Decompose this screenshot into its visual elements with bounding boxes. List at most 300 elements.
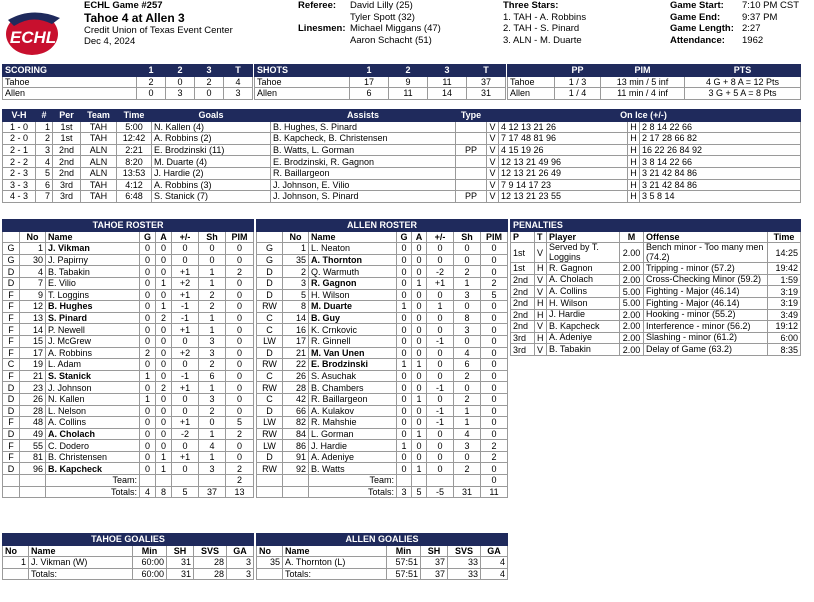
offense: Fighting - Major (46.14) <box>644 297 768 309</box>
col-header: Name <box>29 545 133 557</box>
cell: 57:51 <box>387 557 421 569</box>
col-header: Offense <box>644 231 768 243</box>
col-header: PP <box>555 65 601 77</box>
player-name: Q. Warmuth <box>309 266 397 278</box>
position: C <box>257 393 283 405</box>
player-row <box>257 324 508 336</box>
shots: 1 <box>199 382 226 394</box>
assists: J. Johnson, S. Pinard <box>271 191 456 203</box>
echl-logo <box>2 2 70 58</box>
goal-scorer: S. Stanick (7) <box>152 191 271 203</box>
jersey-number: 13 <box>20 312 46 324</box>
plus-minus: 0 <box>172 440 199 452</box>
three-stars <box>503 0 586 46</box>
assists: 0 <box>156 405 172 417</box>
col-header: GA <box>481 545 508 557</box>
plus-minus: +1 <box>172 266 199 278</box>
goal-type: PP <box>456 144 487 156</box>
col-header: 1 <box>350 65 389 77</box>
plus-minus: -2 <box>427 266 454 278</box>
offense: Interference - minor (56.2) <box>644 321 768 333</box>
referee-1: David Lilly (25) <box>350 0 413 11</box>
star-3: 3. ALN - M. Duarte <box>503 34 582 46</box>
assists: 0 <box>412 266 427 278</box>
goal-scorer: A. Robbins (3) <box>152 179 271 191</box>
shots: 4 <box>454 428 481 440</box>
time: 6:48 <box>117 191 152 203</box>
player-row <box>3 393 254 405</box>
side: H <box>628 144 640 156</box>
star-2: 2. TAH - S. Pinard <box>503 23 580 34</box>
penalty-row <box>511 274 801 286</box>
on-ice-home: 3 5 8 14 <box>640 191 801 203</box>
penalties-title: PENALTIES <box>511 220 801 232</box>
shots-header: SHOTS <box>255 65 350 77</box>
side: V <box>487 156 499 168</box>
on-ice-visitors: 12 13 21 23 55 <box>499 191 628 203</box>
col-header: No <box>3 545 29 557</box>
plus-minus: 0 <box>172 254 199 266</box>
tahoe-roster-table <box>2 219 254 498</box>
goal-scorer: A. Robbins (2) <box>152 133 271 145</box>
cell: 60:00 <box>133 568 167 580</box>
player-name: A. Robbins <box>46 347 140 359</box>
penalty-time: 8:35 <box>768 344 801 356</box>
pim: 0 <box>226 301 254 313</box>
pim: 0 <box>481 370 508 382</box>
offense: Hooking - minor (55.2) <box>644 309 768 321</box>
totals-row <box>257 486 508 498</box>
side: H <box>628 191 640 203</box>
player-name: B. Guy <box>309 312 397 324</box>
cell: 3 <box>227 568 254 580</box>
player-row <box>257 243 508 255</box>
jersey-number: 1 <box>20 243 46 255</box>
goal-scorer: J. Hardie (2) <box>152 167 271 179</box>
jersey-number: 23 <box>20 382 46 394</box>
pim: 0 <box>226 405 254 417</box>
goal-row <box>3 133 801 145</box>
period: 3rd <box>53 179 81 191</box>
goals: 0 <box>140 359 156 371</box>
game-length-label: Game Length: <box>670 23 734 34</box>
player-name: B. Hughes <box>46 301 140 313</box>
penalty-time: 19:12 <box>768 321 801 333</box>
linesman-2: Aaron Schacht (51) <box>350 34 432 46</box>
shots: 3 <box>454 440 481 452</box>
goals: 0 <box>397 417 412 429</box>
player-name: H. Wilson <box>309 289 397 301</box>
assists: 1 <box>156 277 172 289</box>
player-name: A. Adeniye <box>309 451 397 463</box>
period: 1st <box>53 121 81 133</box>
on-ice-home: 3 21 42 84 86 <box>640 167 801 179</box>
attendance-value: 1962 <box>742 34 764 46</box>
player-name: L. Adam <box>46 359 140 371</box>
pim: 2 <box>226 428 254 440</box>
plus-minus: +1 <box>172 324 199 336</box>
shots: 3 <box>199 335 226 347</box>
minutes: 2.00 <box>620 344 644 356</box>
jersey-number: 96 <box>20 463 46 475</box>
assists: 0 <box>156 370 172 382</box>
shots: 3 <box>454 289 481 301</box>
player-row <box>3 324 254 336</box>
time: 8:20 <box>117 156 152 168</box>
team-row <box>257 475 508 487</box>
position: D <box>3 277 20 289</box>
cell: 9 <box>389 76 428 88</box>
penalized-player: A. Cholach <box>547 274 620 286</box>
col-header: PIM <box>226 231 254 243</box>
pim: 0 <box>226 451 254 463</box>
jersey-number: 7 <box>20 277 46 289</box>
goals: 0 <box>397 243 412 255</box>
side: H <box>628 179 640 191</box>
pim: 0 <box>481 301 508 313</box>
time: 12:42 <box>117 133 152 145</box>
table-row <box>508 88 801 100</box>
plus-minus: -1 <box>427 335 454 347</box>
goals: 0 <box>397 277 412 289</box>
position: G <box>3 254 20 266</box>
pim: 0 <box>481 393 508 405</box>
col-header: 3 <box>195 65 224 77</box>
col-header: 2 <box>389 65 428 77</box>
shots: 1 <box>199 324 226 336</box>
side: H <box>628 121 640 133</box>
player-name: E. Vilio <box>46 277 140 289</box>
player-row <box>257 254 508 266</box>
jersey-number: 14 <box>20 324 46 336</box>
pim: 2 <box>226 266 254 278</box>
offense: Delay of Game (63.2) <box>644 344 768 356</box>
on-ice-home: 2 8 14 22 66 <box>640 121 801 133</box>
position: G <box>257 243 283 255</box>
col-header: Time <box>768 231 801 243</box>
jersey-number: 16 <box>283 324 309 336</box>
col-header: Min <box>133 545 167 557</box>
col-header: Time <box>117 110 152 122</box>
time: 4:12 <box>117 179 152 191</box>
player-name: J. Papirny <box>46 254 140 266</box>
plus-minus: -1 <box>427 417 454 429</box>
pim: 0 <box>226 243 254 255</box>
side: V <box>487 167 499 179</box>
col-header: A <box>156 231 172 243</box>
assists: 1 <box>412 428 427 440</box>
col-header: 2 <box>166 65 195 77</box>
player-name: R. Gagnon <box>309 277 397 289</box>
col-header: Assists <box>271 110 456 122</box>
assists: 0 <box>412 324 427 336</box>
totals-label: Totals: <box>283 568 387 580</box>
penalized-player: H. Wilson <box>547 297 620 309</box>
pim: 0 <box>481 312 508 324</box>
team: ALN <box>81 156 117 168</box>
jersey-number: 19 <box>20 359 46 371</box>
col-header: Min <box>387 545 421 557</box>
position: C <box>257 324 283 336</box>
player-name: A. Collins <box>46 417 140 429</box>
total-cell: 11 <box>481 486 508 498</box>
minutes: 5.00 <box>620 286 644 298</box>
plus-minus: 0 <box>427 289 454 301</box>
penalty-row <box>511 243 801 263</box>
assists: 1 <box>412 393 427 405</box>
team: ALN <box>81 144 117 156</box>
goals: 0 <box>140 440 156 452</box>
assists: 0 <box>412 440 427 452</box>
position: C <box>257 312 283 324</box>
cell: 0 <box>137 88 166 100</box>
position: RW <box>257 301 283 313</box>
player-name: A. Thornton <box>309 254 397 266</box>
player-name: K. Crnkovic <box>309 324 397 336</box>
jersey-number: 21 <box>283 347 309 359</box>
cell: 37 <box>421 568 448 580</box>
goals: 2 <box>140 347 156 359</box>
position: F <box>3 312 20 324</box>
cell: 3 <box>227 557 254 569</box>
shots: 0 <box>454 382 481 394</box>
player-row <box>3 359 254 371</box>
team-name: Allen <box>3 88 137 100</box>
plus-minus: 0 <box>427 324 454 336</box>
assists: R. Baillargeon <box>271 167 456 179</box>
jersey-number: 55 <box>20 440 46 452</box>
penalty-time: 3:49 <box>768 309 801 321</box>
player-name: C. Dodero <box>46 440 140 452</box>
scoring-header: SCORING <box>3 65 137 77</box>
player-row <box>257 277 508 289</box>
player-row <box>3 463 254 475</box>
cell: 13 min / 5 inf <box>601 76 685 88</box>
plus-minus: 0 <box>172 393 199 405</box>
total-cell: 5 <box>412 486 427 498</box>
goals: 0 <box>140 266 156 278</box>
team: TAH <box>81 133 117 145</box>
goals: 0 <box>397 266 412 278</box>
goal-row <box>3 144 801 156</box>
goals: 0 <box>140 463 156 475</box>
goalie-name: A. Thornton (L) <box>283 557 387 569</box>
assists: 0 <box>412 370 427 382</box>
star-1: 1. TAH - A. Robbins <box>503 11 587 23</box>
player-name: B. Christensen <box>46 451 140 463</box>
player-name: B. Kapcheck <box>46 463 140 475</box>
on-ice-visitors: 7 17 48 81 96 <box>499 133 628 145</box>
goal-scorer: N. Kallen (4) <box>152 121 271 133</box>
shots: 0 <box>454 243 481 255</box>
penalty-time: 3:19 <box>768 297 801 309</box>
tahoe-goalies-title: TAHOE GOALIES <box>3 534 254 546</box>
col-header: G <box>140 231 156 243</box>
jersey-number: 21 <box>20 370 46 382</box>
assists: 1 <box>156 301 172 313</box>
player-name: J. Hardie <box>309 440 397 452</box>
jersey-number: 49 <box>20 428 46 440</box>
period: 2nd <box>53 156 81 168</box>
minutes: 2.00 <box>620 332 644 344</box>
team-side: V <box>535 286 547 298</box>
plus-minus: 0 <box>172 359 199 371</box>
side: H <box>628 167 640 179</box>
plus-minus: 0 <box>427 393 454 405</box>
penalty-row <box>511 344 801 356</box>
cell: 4 <box>481 568 508 580</box>
position: F <box>3 347 20 359</box>
jersey-number: 2 <box>283 266 309 278</box>
shots: 0 <box>454 335 481 347</box>
jersey-number: 42 <box>283 393 309 405</box>
penalized-player: A. Adeniye <box>547 332 620 344</box>
penalized-player: B. Kapcheck <box>547 321 620 333</box>
cell: 4 G + 8 A = 12 Pts <box>685 76 801 88</box>
col-header <box>257 231 283 243</box>
position: D <box>257 277 283 289</box>
col-header: A <box>412 231 427 243</box>
on-ice-visitors: 12 13 21 26 49 <box>499 167 628 179</box>
col-header: Sh <box>454 231 481 243</box>
col-header: T <box>467 65 506 77</box>
player-name: T. Loggins <box>46 289 140 301</box>
shots: 2 <box>199 289 226 301</box>
position: RW <box>257 463 283 475</box>
pim: 0 <box>226 440 254 452</box>
totals-row <box>257 568 508 580</box>
player-name: B. Chambers <box>309 382 397 394</box>
game-date: Dec 4, 2024 <box>84 36 136 47</box>
assists: 0 <box>412 417 427 429</box>
player-name: R. Baillargeon <box>309 393 397 405</box>
totals-row <box>3 486 254 498</box>
goals: 0 <box>140 243 156 255</box>
side: V <box>487 144 499 156</box>
assists: 0 <box>156 243 172 255</box>
cell: 37 <box>467 76 506 88</box>
player-name: A. Kulakov <box>309 405 397 417</box>
table-row <box>3 76 253 88</box>
col-header: Sh <box>199 231 226 243</box>
score: 2 - 1 <box>3 144 36 156</box>
pim: 2 <box>481 451 508 463</box>
jersey-number: 66 <box>283 405 309 417</box>
shots: 2 <box>199 359 226 371</box>
player-row <box>3 243 254 255</box>
penalized-player: B. Tabakin <box>547 344 620 356</box>
team: TAH <box>81 179 117 191</box>
cell: 6 <box>350 88 389 100</box>
goals: 0 <box>140 417 156 429</box>
shots: 0 <box>199 243 226 255</box>
position: D <box>257 289 283 301</box>
assists: 2 <box>156 382 172 394</box>
cell: 0 <box>195 88 224 100</box>
pim: 0 <box>226 393 254 405</box>
penalty-row <box>511 309 801 321</box>
goals: 0 <box>140 382 156 394</box>
col-header: V-H <box>3 110 36 122</box>
player-name: L. Nelson <box>46 405 140 417</box>
player-name: N. Kallen <box>46 393 140 405</box>
plus-minus: -2 <box>172 428 199 440</box>
on-ice-home: 3 21 42 84 86 <box>640 179 801 191</box>
pim: 0 <box>226 382 254 394</box>
cell: 2 <box>195 76 224 88</box>
assists: B. Kapcheck, B. Christensen <box>271 133 456 145</box>
player-name: L. Gorman <box>309 428 397 440</box>
time: 13:53 <box>117 167 152 179</box>
shots: 0 <box>199 254 226 266</box>
allen-roster-title: ALLEN ROSTER <box>257 220 508 232</box>
assists: 1 <box>156 451 172 463</box>
col-header: Name <box>46 231 140 243</box>
goals-table <box>2 109 801 203</box>
player-row <box>257 289 508 301</box>
player-row <box>257 393 508 405</box>
pim: 0 <box>226 312 254 324</box>
pim: 0 <box>481 324 508 336</box>
plus-minus: 0 <box>427 463 454 475</box>
col-header: M <box>620 231 644 243</box>
col-header: # <box>36 110 53 122</box>
time: 5:00 <box>117 121 152 133</box>
score: 4 - 3 <box>3 191 36 203</box>
plus-minus: +2 <box>172 277 199 289</box>
total-cell: 8 <box>156 486 172 498</box>
cell: 31 <box>167 568 194 580</box>
on-ice-home: 2 17 28 66 82 <box>640 133 801 145</box>
player-name: S. Pinard <box>46 312 140 324</box>
plus-minus: +1 <box>172 417 199 429</box>
assists: 0 <box>156 335 172 347</box>
pim: 0 <box>481 347 508 359</box>
plus-minus: +1 <box>427 277 454 289</box>
assists: E. Brodzinski, R. Gagnon <box>271 156 456 168</box>
cell: 4 <box>481 557 508 569</box>
cell: 3 <box>166 88 195 100</box>
jersey-number: 30 <box>20 254 46 266</box>
goal-type <box>456 121 487 133</box>
player-row <box>3 254 254 266</box>
position: G <box>257 254 283 266</box>
goals: 0 <box>140 312 156 324</box>
minutes: 2.00 <box>620 321 644 333</box>
position: RW <box>257 382 283 394</box>
position: F <box>3 417 20 429</box>
team-side: V <box>535 344 547 356</box>
totals-label: Totals: <box>29 568 133 580</box>
position: D <box>3 463 20 475</box>
goals: 0 <box>140 324 156 336</box>
minutes: 2.00 <box>620 274 644 286</box>
offense: Fighting - Major (46.14) <box>644 286 768 298</box>
referee-2: Tyler Spott (32) <box>350 11 415 23</box>
shots: 3 <box>199 393 226 405</box>
position: F <box>3 289 20 301</box>
shots: 2 <box>199 301 226 313</box>
venue: Credit Union of Texas Event Center <box>84 24 233 36</box>
pim: 0 <box>481 266 508 278</box>
total-cell: 37 <box>199 486 226 498</box>
tahoe-goalies-table <box>2 533 254 580</box>
tahoe-roster-title: TAHOE ROSTER <box>3 220 254 232</box>
total-cell: 13 <box>226 486 254 498</box>
goals: 1 <box>397 440 412 452</box>
referee-label: Referee: <box>298 0 337 11</box>
assists: 0 <box>412 405 427 417</box>
